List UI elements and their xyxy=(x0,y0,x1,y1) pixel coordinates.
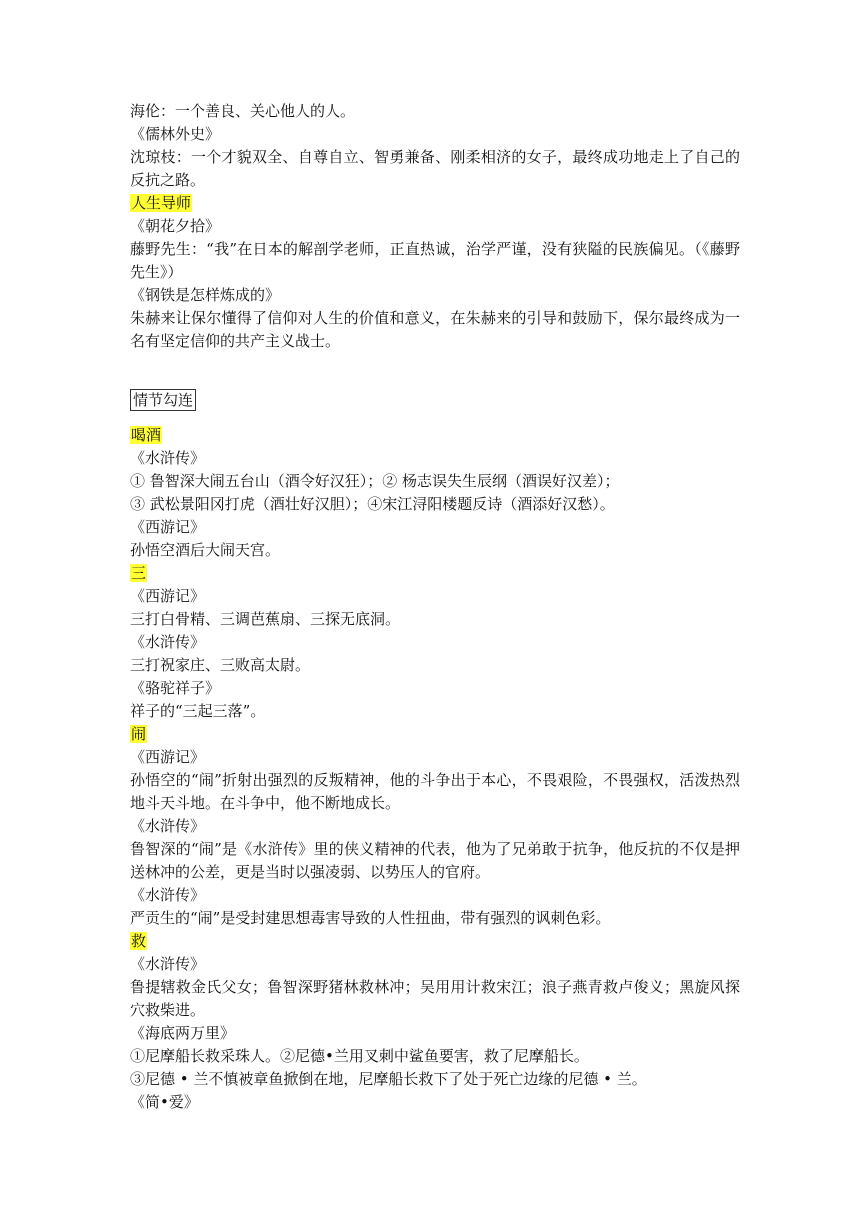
spacer xyxy=(130,353,740,389)
book-title: 《水浒传》 xyxy=(130,449,206,467)
book-title: 《骆驼祥子》 xyxy=(130,679,221,697)
book-title: 《水浒传》 xyxy=(130,817,206,835)
text-line: 三打祝家庄、三败高太尉。 xyxy=(130,656,311,674)
book-title: 《朝花夕拾》 xyxy=(130,217,221,235)
highlighted-heading: 喝酒 xyxy=(131,426,162,444)
text-line: 海伦：一个善良、关心他人的人。 xyxy=(130,102,356,120)
text-paragraph: 鲁智深的“闹”是《水浒传》里的侠义精神的代表，他为了兄弟敢于抗争，他反抗的不仅是押送林冲的公差，更是当时以强凌弱、以势压人的官府。 xyxy=(130,840,740,881)
text-paragraph: 藤野先生：“我”在日本的解剖学老师，正直热诚，治学严谨，没有狭隘的民族偏见。（《藤野先生》） xyxy=(130,240,740,281)
book-title: 《水浒传》 xyxy=(130,886,206,904)
text-line: 严贡生的“闹”是受封建思想毒害导致的人性扭曲，带有强烈的讽刺色彩。 xyxy=(130,909,611,927)
text-paragraph: 鲁提辖救金氏父女；鲁智深野猪林救林冲；吴用用计救宋江；浪子燕青救卢俊义；黑旋风探穴救柴进。 xyxy=(130,978,740,1019)
book-title: 《水浒传》 xyxy=(130,633,206,651)
section-heading-drinking xyxy=(130,424,740,447)
text-line: 三打白骨精、三调芭蕉扇、三探无底洞。 xyxy=(130,610,401,628)
text-paragraph: 沈琼枝：一个才貌双全、自尊自立、智勇兼备、刚柔相济的女子，最终成功地走上了自己的反抗之路。 xyxy=(130,148,740,189)
book-title: 《水浒传》 xyxy=(130,955,206,973)
highlighted-heading: 救 xyxy=(131,932,147,950)
book-title: 《钢铁是怎样炼成的》 xyxy=(130,286,281,304)
highlighted-heading: 闹 xyxy=(131,725,147,743)
text-line: 祥子的“三起三落”。 xyxy=(130,702,266,720)
book-title: 《西游记》 xyxy=(130,748,206,766)
text-line: ③尼德 • 兰不慎被章鱼掀倒在地，尼摩船长救下了处于死亡边缘的尼德 • 兰。 xyxy=(130,1070,647,1088)
highlighted-heading: 人生导师 xyxy=(131,194,192,212)
text-paragraph: 孙悟空的“闹”折射出强烈的反叛精神，他的斗争出于本心，不畏艰险，不畏强权，活泼热烈地斗天斗地。在斗争中，他不断地成长。 xyxy=(130,771,740,812)
plot-section-title xyxy=(130,389,740,412)
section-heading-mentor xyxy=(130,192,740,215)
spacer xyxy=(130,412,740,424)
book-title: 《儒林外史》 xyxy=(130,125,221,143)
highlighted-heading: 三 xyxy=(131,564,147,582)
section-heading-three xyxy=(130,562,740,585)
text-line: ①尼摩船长救采珠人。②尼德•兰用叉刺中鲨鱼要害，救了尼摩船长。 xyxy=(130,1047,589,1065)
boxed-title: 情节勾连 xyxy=(130,389,196,411)
text-paragraph: 朱赫来让保尔懂得了信仰对人生的价值和意义，在朱赫来的引导和鼓励下，保尔最终成为一名有坚定信仰的共产主义战士。 xyxy=(130,309,740,350)
text-line: ① 鲁智深大闹五台山（酒令好汉狂）；② 杨志误失生辰纲（酒误好汉差）； xyxy=(130,472,620,490)
section-heading-rescue xyxy=(130,930,740,953)
book-title: 《西游记》 xyxy=(130,587,206,605)
document-page xyxy=(130,100,740,1114)
text-line: ③ 武松景阳冈打虎（酒壮好汉胆）；④宋江浔阳楼题反诗（酒添好汉愁）。 xyxy=(130,495,615,513)
section-heading-nao xyxy=(130,723,740,746)
text-line: 孙悟空酒后大闹天宫。 xyxy=(130,541,281,559)
book-title: 《西游记》 xyxy=(130,518,206,536)
book-title: 《简•爱》 xyxy=(130,1093,199,1111)
book-title: 《海底两万里》 xyxy=(130,1024,236,1042)
